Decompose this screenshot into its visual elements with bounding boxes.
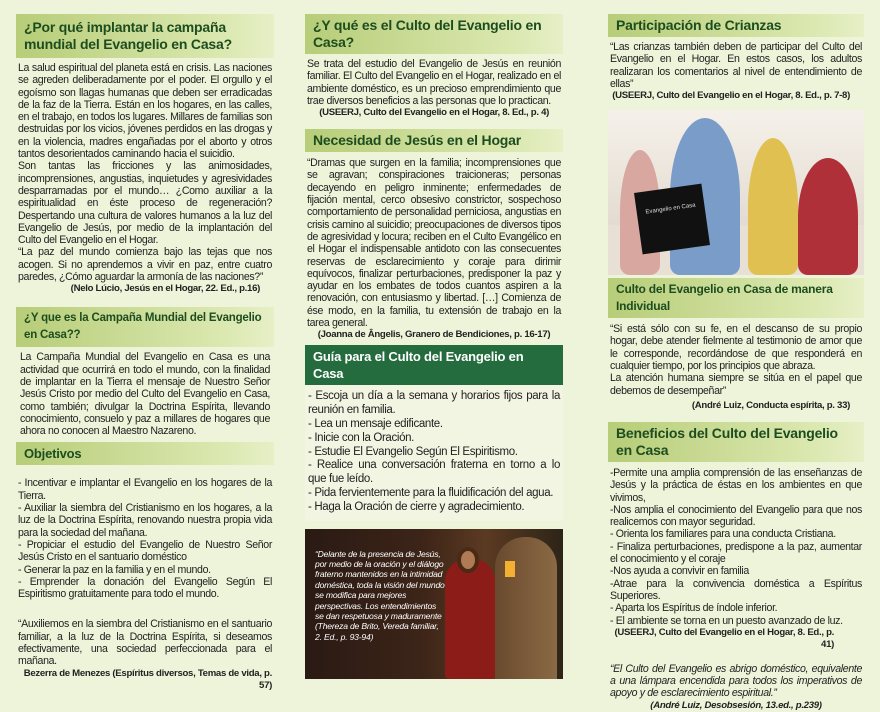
jesus-knocking-image	[305, 529, 563, 679]
section-heading: Guía para el Culto del Evangelio en Casa	[305, 345, 563, 385]
section-heading: Participación de Crianzas	[608, 14, 864, 37]
family-reading-photo	[608, 110, 864, 275]
citation: (USEERJ, Culto del Evangelio en el Hogar, 8. Ed., p. 7-8)	[612, 90, 850, 102]
list-item: - Propiciar el estudio del Evangelio de Nuestro Señor Jesús Cristo en el santuario doméstico	[18, 538, 272, 564]
section-body	[608, 318, 864, 412]
citation: (USEERJ, Culto del Evangelio en el Hogar, 8. Ed., p. 4)	[319, 107, 549, 119]
list-item: - Generar la paz en la familia y en el mundo.	[18, 563, 211, 576]
list-item: - Inicie con la Oración.	[308, 431, 415, 444]
section-heading: Beneficios del Culto del Evangelio en Casa	[608, 422, 864, 462]
quote: “Si está sólo con su fe, en el descanso de su propio hogar, debe atender fielmente al testimonio de amor que le corresponde, recordándose de que responderá en cualquier tiempo, por los principios que abraza.	[610, 323, 862, 373]
quote-block	[16, 600, 274, 691]
paragraph: Son tantas las fricciones y las animosidades, incomprensiones, angustias, inquietudes y agresividades desparramadas por el mundo… ¿Como auxiliar a la espiritualidad en éste proceso de regeneración? Despertando una cultura de valores humanos a la luz del Evangelio de Jesús, por medio de la implantación del Culto del Evangelio en el Hogar.	[18, 160, 272, 247]
list-item: -Permite una amplia comprensión de las enseñanzas de Jesús y la práctica de éstas en los ambientes en que vivimos,	[610, 466, 862, 504]
image-quote: “Delante de la presencia de Jesús, por medio de la oración y el diálogo fraterno mantenidos en la intimidad doméstica, toda la visión del mundo se modifica para mejores perspectivas. Los entendimientos se dan respetuosa y maduramente (Thereza de Brito, Vereda familiar, 2. Ed., p. 93-94)	[315, 548, 445, 642]
list-item: - Pida fervientemente para la fluidificación del agua.	[308, 486, 554, 499]
boy-figure	[798, 158, 858, 275]
citation: (USEERJ, Culto del Evangelio en el Hogar, 8. Ed., p. 41)	[614, 626, 834, 650]
section-body	[16, 58, 274, 295]
list-item: - El ambiente se torna en un puesto avanzado de luz.	[610, 614, 843, 627]
section-body	[305, 152, 563, 341]
list-item: -Nos amplia el conocimiento del Evangelio para que nos realicemos con mayor seguridad.	[610, 503, 862, 529]
citation: (André Luiz, Desobsesión, 13.ed., p.239)	[650, 699, 822, 711]
list-item: -Atrae para la convivencia doméstica a Espíritus Superiores.	[610, 577, 862, 602]
list-item: - Emprender la donación del Evangelio Según El Espiritismo gratuitamente para todo el mundo.	[18, 575, 272, 601]
citation: Bezerra de Menezes (Espíritus diversos, Temas de vida, p. 57)	[23, 667, 272, 691]
benefits-list	[608, 462, 864, 627]
section-body	[305, 54, 563, 119]
list-item: - Realice una conversación fraterna en torno a lo que fue leído.	[308, 459, 560, 486]
guide-list	[305, 385, 563, 520]
quote: La atención humana siempre se sitúa en el papel que debemos de desempeñar”	[610, 372, 862, 397]
section-heading: ¿Y que es la Campaña Mundial del Evangelio en Casa??	[16, 307, 274, 347]
door-illustration	[495, 537, 557, 679]
column-left	[16, 14, 274, 692]
objectives-list	[16, 465, 274, 600]
list-item: - Escoja un día a la semana y horarios fijos para la reunión en familia.	[308, 390, 560, 417]
section-heading: Culto del Evangelio en Casa de manera Individual	[608, 278, 864, 318]
jesus-head-illustration	[457, 547, 479, 573]
section-heading: Objetivos	[16, 442, 274, 465]
list-item: -Nos ayuda a convivir en familia	[610, 565, 749, 578]
quote: “La paz del mundo comienza bajo las tejas que nos acogen. Si no aprendemos a vivir en paz, entre cuatro paredes, ¿Cómo aguardar la armonía de las naciones?”	[18, 246, 272, 284]
list-item: - Aparta los Espíritus de índole inferior.	[610, 602, 778, 615]
quote: “Las crianzas también deben de participar del Culto del Evangelio en el Hogar. En estos casos, los adultos realizaran los comentarios al nivel de entendimiento de ellas”	[610, 41, 862, 90]
list-item: - Auxiliar la siembra del Cristianismo en los hogares, a la luz de la Doctrina Espírita, renovando nuestra propia vida para la sociedad del mañana.	[18, 502, 272, 539]
list-item: - Orienta los familiares para una conducta Cristiana.	[610, 528, 836, 541]
section-heading: ¿Y qué es el Culto del Evangelio en Casa?	[305, 14, 563, 54]
citation: (Joanna de Ângelis, Granero de Bendiciones, p. 16-17)	[317, 329, 551, 341]
jesus-figure-illustration	[445, 559, 495, 679]
column-right	[608, 14, 864, 712]
list-item: - Finaliza perturbaciones, predispone a la paz, aumentar el conocimiento y el coraje	[610, 540, 862, 566]
quote: “El Culto del Evangelio es abrigo doméstico, equivalente a una lámpara encendida para todos los imperativos de apoyo y de esclarecimiento espiritual.”	[610, 662, 862, 700]
list-item: - Haga la Oración de cierre y agradecimiento.	[308, 500, 525, 513]
quote: “Auxiliemos en la siembra del Cristianismo en el santuario familiar, a la luz de la Doctrina Espírita, si deseamos efectivamente, una sociedad perfeccionada para el mañana.	[18, 618, 272, 668]
paragraph: La salud espiritual del planeta está en crisis. Las naciones se agreden deliberadamente por el poder. El orgullo y el egoísmo son llagas humanas que deben ser erradicadas de la faz de la Tierra. Están en los hogares, en las calles, en el trabajo, en todos los lugares. Millares de familias son destruidas por los vicios, jóvenes perdidos en las drogas y en la violencia, madres engañadas por el aborto y otros tantos desorientados caminando hacia el suicidio.	[18, 62, 272, 161]
quote-block	[608, 651, 864, 712]
list-item: - Estudie El Evangelio Según El Espiritismo.	[308, 445, 518, 458]
paragraph: La Campaña Mundial del Evangelio en Casa es una actividad que ocurrirá en todo el mundo, con la finalidad de implantar en la Tierra el mensaje de Nuestro Señor Jesús Cristo por medio del Culto del Evangelio en Casa, como también; divulgar la Doctrina Espírita, llevando conocimiento, consuelo y paz a millares de hogares que ahora no conocen al Maestro Nazareno.	[20, 351, 270, 438]
section-heading: Necesidad de Jesús en el Hogar	[305, 129, 563, 152]
paragraph: Se trata del estudio del Evangelio de Jesús en reunión familiar. El Culto del Evangelio en el Hogar, realizado en el ambiente doméstico, es un precioso emprendimiento que trae diversos beneficios a las personas que lo practican.	[307, 58, 561, 107]
citation: (Nelo Lúcio, Jesús en el Hogar, 22. Ed., p.16)	[70, 283, 260, 295]
citation: (André Luiz, Conducta espírita, p. 33)	[691, 399, 850, 411]
section-body	[16, 347, 274, 437]
book: Evangelio en Casa	[634, 184, 710, 255]
section-body	[608, 37, 864, 102]
list-item: - Lea un mensaje edificante.	[308, 417, 443, 430]
section-heading: ¿Por qué implantar la campaña mundial del Evangelio en Casa?	[16, 14, 274, 58]
paragraph: “Dramas que surgen en la familia; incomprensiones que se agravan; conspiraciones traicioneras; personas decayendo en peligro inminente; enfermedades de fijación mental, cerco obsesivo constrictor, sospechoso comportamiento de personalidad perniciosa, angustias en crisis camino al suicidio; preocupaciones de diversos tipos de agresividad y locura; reciben en el Culto Evangélico en el Hogar el indispensable antidoto con las consecuentes reservas de esclarecimiento y coraje para dirimir equívocos, finalizar perturbaciones, predisponer la paz y ayudar en los embates de todos cuantos aspiren a la renovación, con entusiasmo y libertad. […] Comienza de ése modo, en la familia, tu extensión de trabajo en la tarea general.	[307, 157, 561, 330]
lantern-illustration	[505, 561, 515, 577]
column-middle	[305, 14, 563, 679]
boy-figure	[748, 138, 798, 275]
list-item: - Incentivar e implantar el Evangelio en los hogares de la Tierra.	[18, 477, 272, 502]
